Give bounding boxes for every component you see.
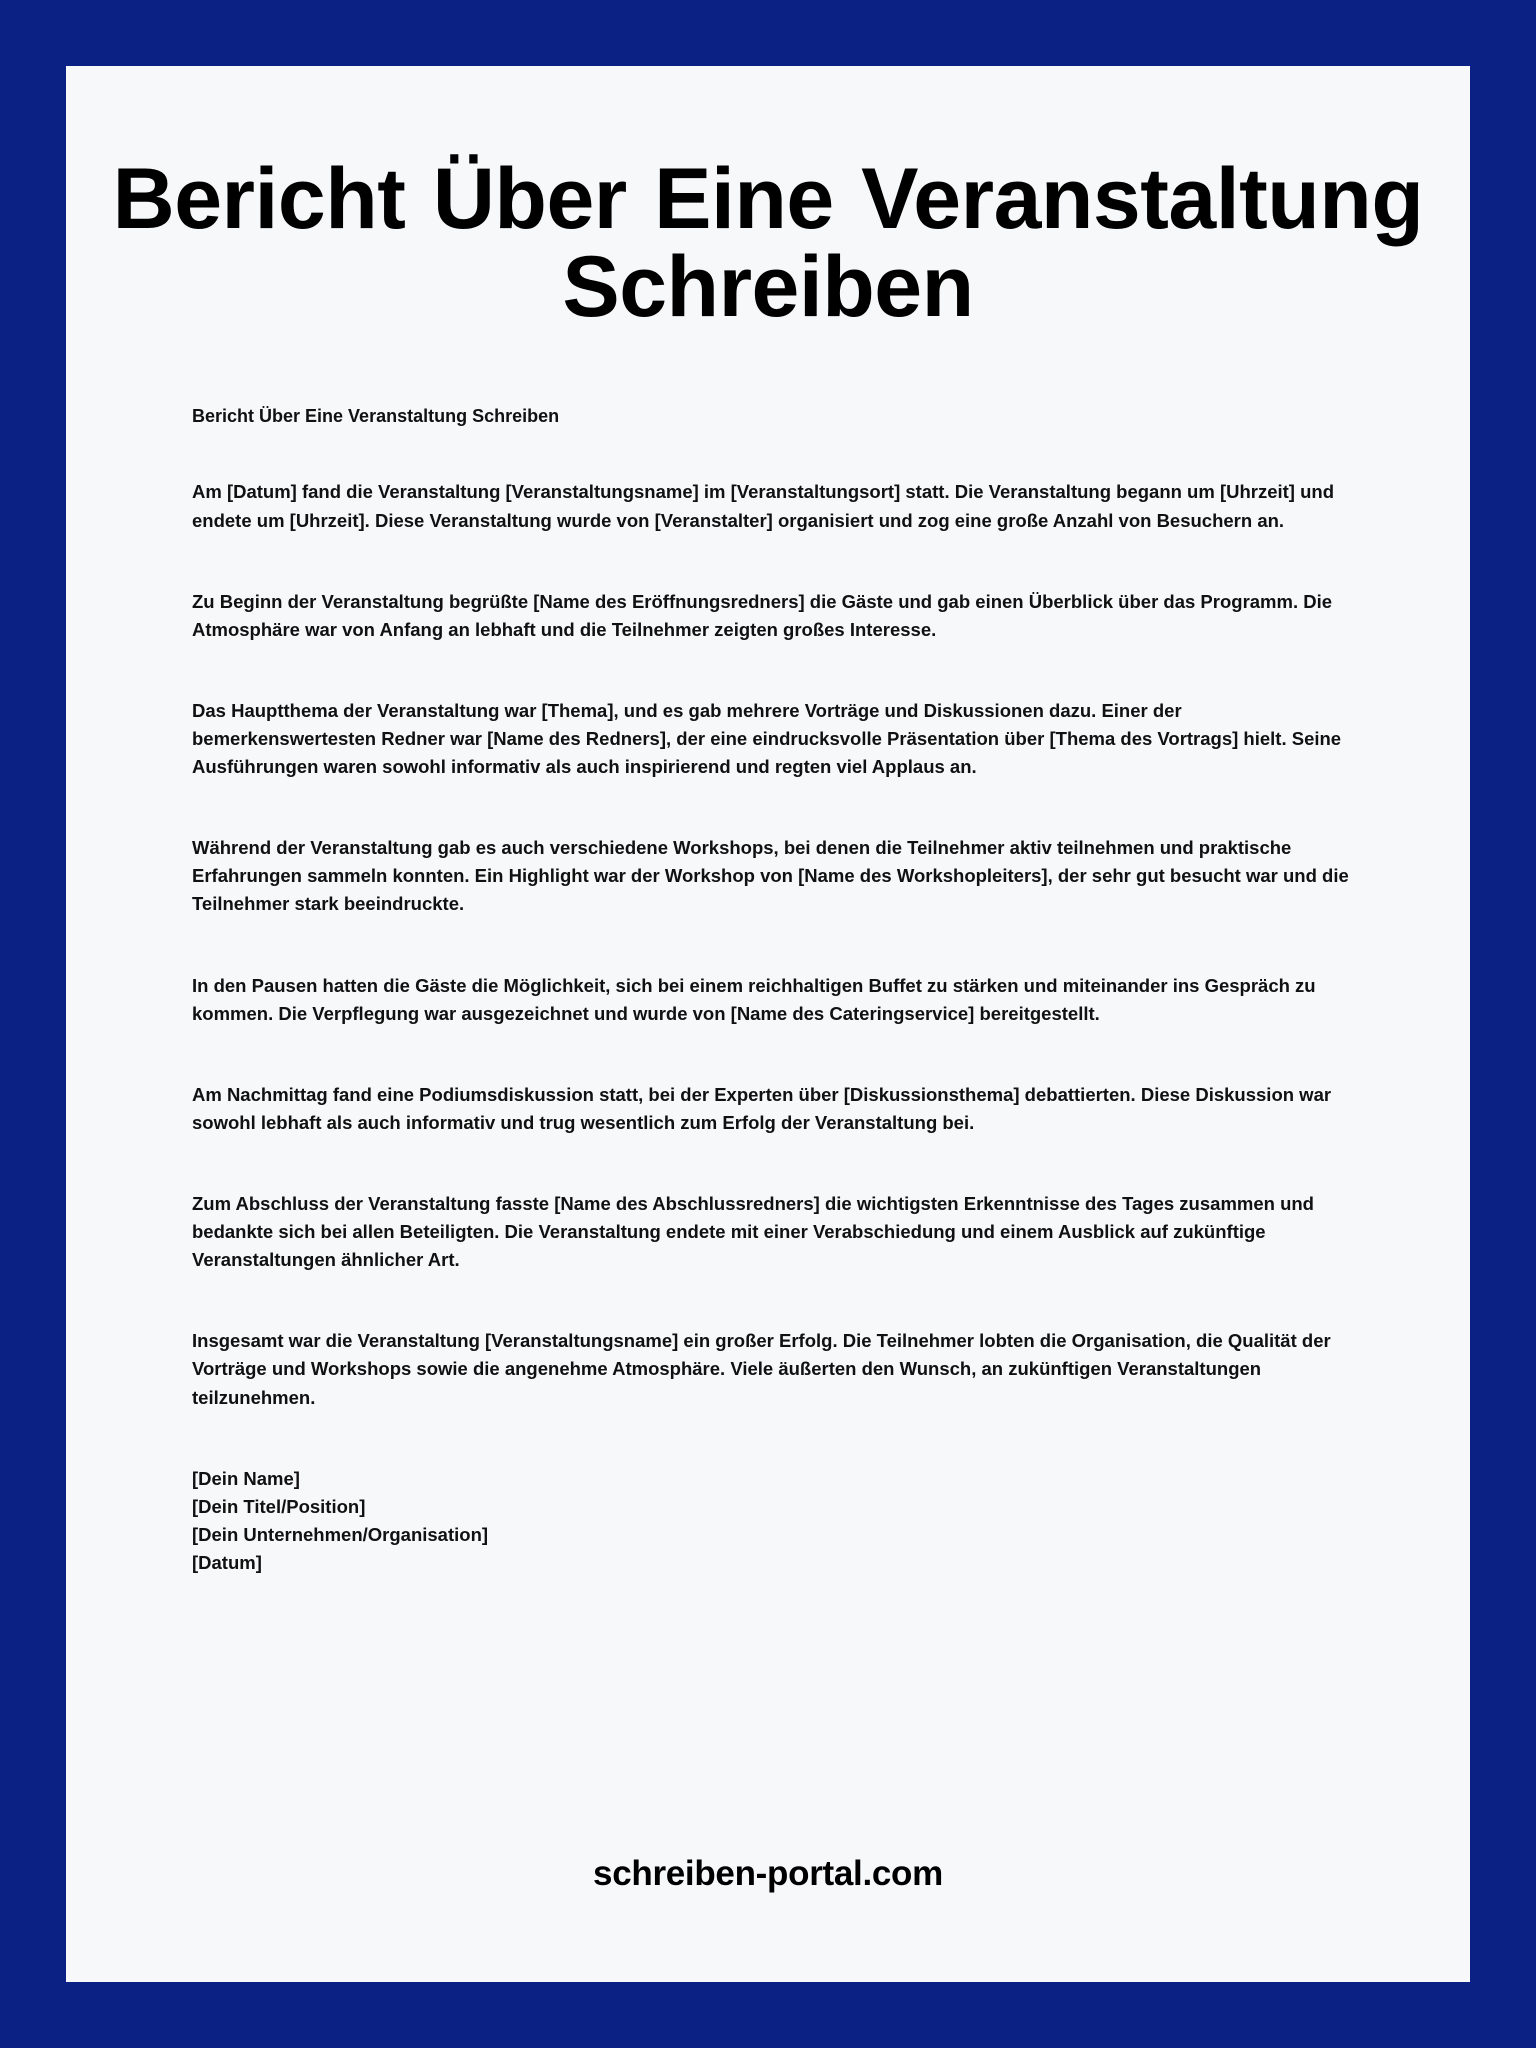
paragraph-4: Während der Veranstaltung gab es auch verschiedene Workshops, bei denen die Teilnehmer aktiv teilnehmen und praktische Erfahrungen sammeln konnten. Ein Highlight war der Workshop von [Name des Workshopleiters], der sehr gut besucht war und die Teilnehmer stark beeindruckte. <box>192 837 1349 915</box>
paragraph-3: Das Hauptthema der Veranstaltung war [Thema], und es gab mehrere Vorträge und Diskussionen dazu. Einer der bemerkenswertesten Redner war [Name des Redners], der eine eindrucksvolle Präsentation über [Thema des Vortrags] hielt. Seine Ausführungen waren sowohl informativ als auch inspirierend und regten viel Applaus an. <box>192 699 1342 778</box>
page-title: Bericht Über Eine Veranstaltung Schreiben <box>112 151 1424 335</box>
document-body <box>66 403 1470 1577</box>
paragraph-6: Am Nachmittag fand eine Podiumsdiskussion statt, bei der Experten über [Diskussionsthema] debattierten. Diese Diskussion war sowohl lebhaft als auch informativ und trug wesentlich zum Erfolg der Veranstaltung bei. <box>192 1083 1332 1133</box>
footer-brand: schreiben-portal.com <box>593 1854 943 1893</box>
paragraph-1: Am [Datum] fand die Veranstaltung [Veranstaltungsname] im [Veranstaltungsort] statt. Die Veranstaltung begann um [Uhrzeit] und endete um [Uhrzeit]. Diese Veranstaltung wurde von [Veranstalter] organisiert und zog eine große Anzahl von Besuchern an. <box>192 481 1335 531</box>
signature-title: [Dein Titel/Position] <box>192 1495 366 1517</box>
document-subheading: Bericht Über Eine Veranstaltung Schreiben <box>192 406 560 427</box>
signature-block <box>192 1465 1350 1577</box>
paragraph-5: In den Pausen hatten die Gäste die Möglichkeit, sich bei einem reichhaltigen Buffet zu stärken und miteinander ins Gespräch zu kommen. Die Verpflegung war ausgezeichnet und wurde von [Name des Cateringservice] bereitgestellt. <box>192 974 1316 1024</box>
paragraph-7: Zum Abschluss der Veranstaltung fasste [Name des Abschlussredners] die wichtigsten Erkenntnisse des Tages zusammen und bedankte sich bei allen Beteiligten. Die Veranstaltung endete mit einer Verabschiedung und einem Ausblick auf zukünftige Veranstaltungen ähnlicher Art. <box>192 1192 1314 1271</box>
paragraph-8: Insgesamt war die Veranstaltung [Veranstaltungsname] ein großer Erfolg. Die Teilnehmer lobten die Organisation, die Qualität der Vorträge und Workshops sowie die angenehme Atmosphäre. Viele äußerten den Wunsch, an zukünftigen Veranstaltungen teilzunehmen. <box>192 1330 1331 1408</box>
signature-organisation: [Dein Unternehmen/Organisation] <box>192 1523 489 1545</box>
document-card <box>66 66 1470 1982</box>
signature-name: [Dein Name] <box>192 1467 300 1489</box>
paragraph-2: Zu Beginn der Veranstaltung begrüßte [Name des Eröffnungsredners] die Gäste und gab einen Überblick über das Programm. Die Atmosphäre war von Anfang an lebhaft und die Teilnehmer zeigten großes Interesse. <box>192 590 1333 640</box>
signature-date: [Datum] <box>192 1551 262 1573</box>
footer <box>66 1854 1470 1894</box>
